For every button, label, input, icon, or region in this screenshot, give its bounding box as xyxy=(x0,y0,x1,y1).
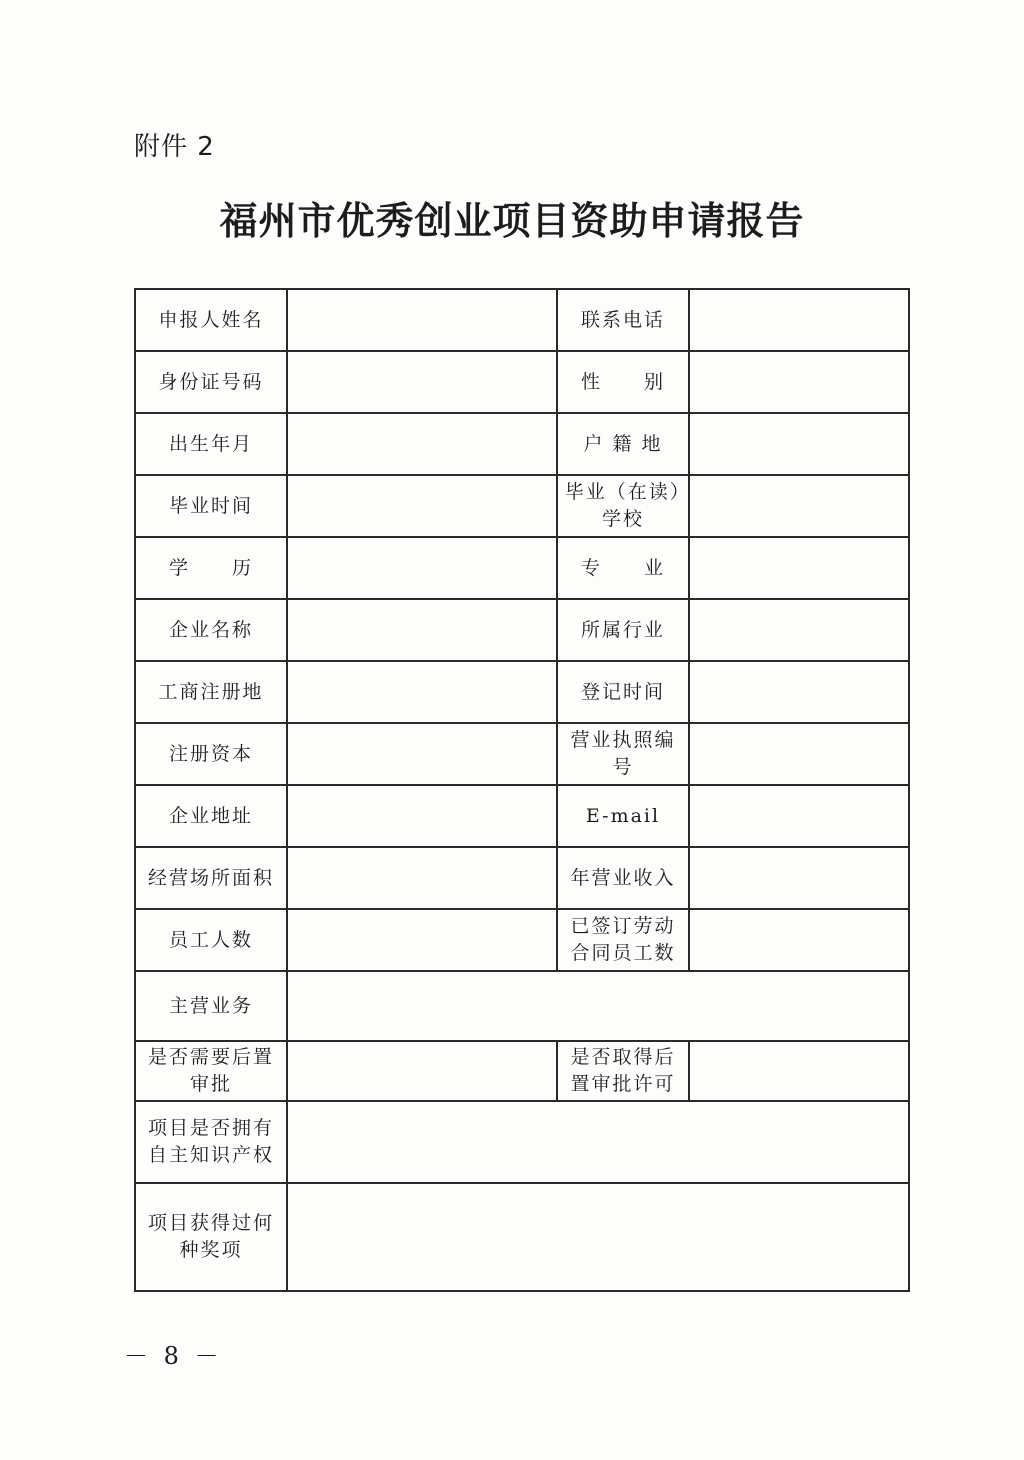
application-form-table xyxy=(134,288,910,1292)
input-contracted-employees[interactable] xyxy=(689,909,909,971)
attachment-label: 附件 2 xyxy=(134,132,215,162)
label-company-address: 企业地址 xyxy=(135,785,287,847)
input-company-name[interactable] xyxy=(287,599,557,661)
input-license-number[interactable] xyxy=(689,723,909,785)
table-row xyxy=(135,909,909,971)
table-row xyxy=(135,1101,909,1183)
label-annual-revenue: 年营业收入 xyxy=(557,847,689,909)
table-row xyxy=(135,723,909,785)
label-premises-area: 经营场所面积 xyxy=(135,847,287,909)
table-row xyxy=(135,413,909,475)
input-intellectual-property[interactable] xyxy=(287,1101,909,1183)
label-education: 学 历 xyxy=(135,537,287,599)
document-title: 福州市优秀创业项目资助申请报告 xyxy=(219,198,805,243)
label-birth-date: 出生年月 xyxy=(135,413,287,475)
label-post-approval-required: 是否需要后置审批 xyxy=(135,1041,287,1101)
label-major: 专 业 xyxy=(557,537,689,599)
table-row xyxy=(135,847,909,909)
label-gender: 性 别 xyxy=(557,351,689,413)
label-company-name: 企业名称 xyxy=(135,599,287,661)
input-company-address[interactable] xyxy=(287,785,557,847)
label-employee-count: 员工人数 xyxy=(135,909,287,971)
input-email[interactable] xyxy=(689,785,909,847)
label-email: E-mail xyxy=(557,785,689,847)
input-applicant-name[interactable] xyxy=(287,289,557,351)
label-awards: 项目获得过何种奖项 xyxy=(135,1183,287,1291)
table-row xyxy=(135,1183,909,1291)
input-main-business[interactable] xyxy=(287,971,909,1041)
label-contracted-employees: 已签订劳动合同员工数 xyxy=(557,909,689,971)
input-post-approval-obtained[interactable] xyxy=(689,1041,909,1101)
input-id-number[interactable] xyxy=(287,351,557,413)
label-household-registration: 户 籍 地 xyxy=(557,413,689,475)
label-graduation-time: 毕业时间 xyxy=(135,475,287,537)
table-row xyxy=(135,599,909,661)
label-industry: 所属行业 xyxy=(557,599,689,661)
input-industry[interactable] xyxy=(689,599,909,661)
table-row xyxy=(135,785,909,847)
input-registration-time[interactable] xyxy=(689,661,909,723)
input-gender[interactable] xyxy=(689,351,909,413)
input-employee-count[interactable] xyxy=(287,909,557,971)
input-awards[interactable] xyxy=(287,1183,909,1291)
label-post-approval-obtained: 是否取得后置审批许可 xyxy=(557,1041,689,1101)
table-row xyxy=(135,289,909,351)
input-household-registration[interactable] xyxy=(689,413,909,475)
input-phone[interactable] xyxy=(689,289,909,351)
label-registration-time: 登记时间 xyxy=(557,661,689,723)
table-row xyxy=(135,475,909,537)
input-graduation-time[interactable] xyxy=(287,475,557,537)
input-major[interactable] xyxy=(689,537,909,599)
input-registration-place[interactable] xyxy=(287,661,557,723)
page-number: － 8 － xyxy=(124,1342,223,1370)
label-registered-capital: 注册资本 xyxy=(135,723,287,785)
input-premises-area[interactable] xyxy=(287,847,557,909)
label-school: 毕业（在读）学校 xyxy=(557,475,689,537)
table-row xyxy=(135,1041,909,1101)
label-applicant-name: 申报人姓名 xyxy=(135,289,287,351)
label-id-number: 身份证号码 xyxy=(135,351,287,413)
table-row xyxy=(135,351,909,413)
label-main-business: 主营业务 xyxy=(135,971,287,1041)
label-registration-place: 工商注册地 xyxy=(135,661,287,723)
input-post-approval-required[interactable] xyxy=(287,1041,557,1101)
table-row xyxy=(135,661,909,723)
input-birth-date[interactable] xyxy=(287,413,557,475)
input-registered-capital[interactable] xyxy=(287,723,557,785)
label-license-number: 营业执照编号 xyxy=(557,723,689,785)
input-education[interactable] xyxy=(287,537,557,599)
table-row xyxy=(135,971,909,1041)
input-annual-revenue[interactable] xyxy=(689,847,909,909)
table-row xyxy=(135,537,909,599)
label-phone: 联系电话 xyxy=(557,289,689,351)
input-school[interactable] xyxy=(689,475,909,537)
label-intellectual-property: 项目是否拥有自主知识产权 xyxy=(135,1101,287,1183)
